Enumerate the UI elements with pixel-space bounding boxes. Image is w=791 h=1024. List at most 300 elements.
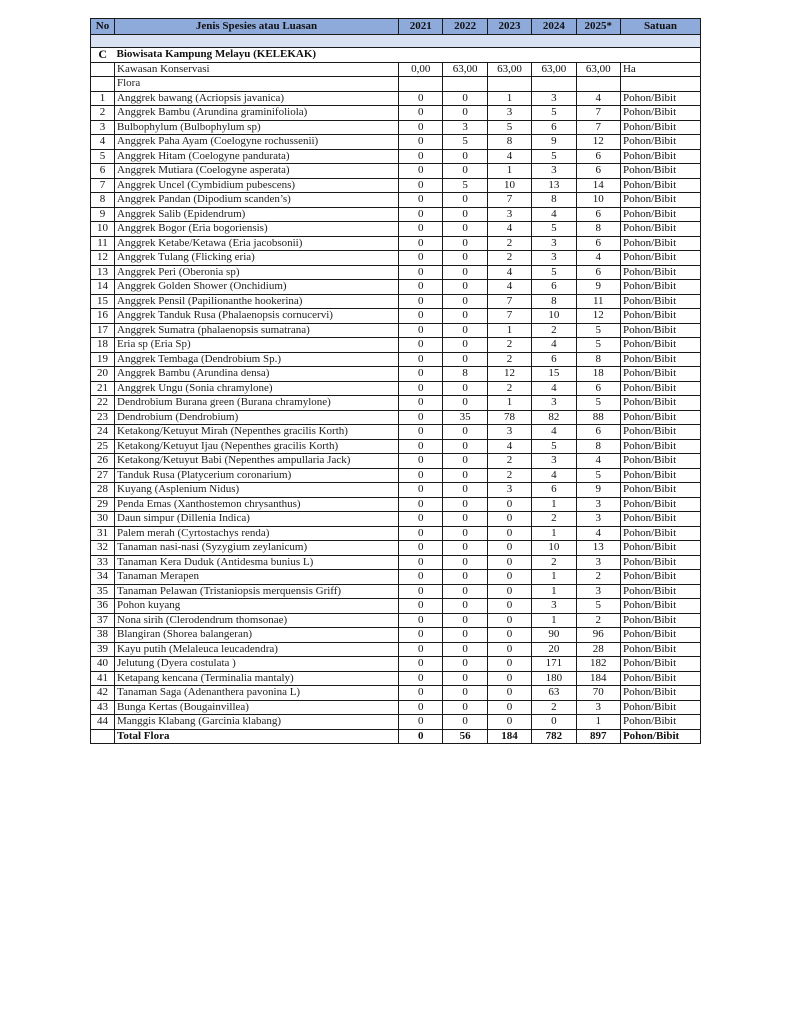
value-2022: 8 [443, 367, 487, 382]
row-unit: Pohon/Bibit [620, 236, 700, 251]
row-unit: Pohon/Bibit [620, 193, 700, 208]
value-2024: 3 [532, 91, 576, 106]
value-2024: 5 [532, 222, 576, 237]
species-name: Bunga Kertas (Bougainvillea) [115, 700, 399, 715]
header-year-2023: 2023 [487, 19, 531, 35]
row-unit: Pohon/Bibit [620, 570, 700, 585]
species-name: Kayu putih (Melaleuca leucadendra) [115, 642, 399, 657]
value-2025: 5 [576, 396, 620, 411]
value-2024: 1 [532, 497, 576, 512]
value-2024: 5 [532, 265, 576, 280]
value-2021: 0 [399, 294, 443, 309]
value-2024: 6 [532, 483, 576, 498]
value-2022: 0 [443, 164, 487, 179]
value-2021: 0 [399, 483, 443, 498]
header-species: Jenis Spesies atau Luasan [115, 19, 399, 35]
value-2024: 3 [532, 236, 576, 251]
section-title: Biowisata Kampung Melayu (KELEKAK) [115, 48, 701, 63]
row-no: 34 [91, 570, 115, 585]
table-row [91, 555, 701, 570]
value-2023: 0 [487, 700, 531, 715]
species-name: Tanaman Merapen [115, 570, 399, 585]
row-no: 15 [91, 294, 115, 309]
row-no: 19 [91, 352, 115, 367]
value-2025: 2 [576, 570, 620, 585]
table-row [91, 541, 701, 556]
value-2021: 0 [399, 367, 443, 382]
species-name: Dendrobium Burana green (Burana chramylone) [115, 396, 399, 411]
table-row [91, 468, 701, 483]
row-unit: Pohon/Bibit [620, 599, 700, 614]
value-2024: 3 [532, 164, 576, 179]
value-2024: 4 [532, 338, 576, 353]
row-unit: Pohon/Bibit [620, 657, 700, 672]
species-name: Manggis Klabang (Garcinia klabang) [115, 715, 399, 730]
table-row [91, 323, 701, 338]
species-name: Palem merah (Cyrtostachys renda) [115, 526, 399, 541]
row-unit: Pohon/Bibit [620, 584, 700, 599]
table-row [91, 483, 701, 498]
species-name: Tanaman Pelawan (Tristaniopsis merquensis Griff) [115, 584, 399, 599]
value-2021: 0 [399, 164, 443, 179]
value-2022: 0 [443, 280, 487, 295]
value-2025: 4 [576, 251, 620, 266]
value-2023: 0 [487, 541, 531, 556]
value-2022: 0 [443, 352, 487, 367]
table-row [91, 164, 701, 179]
row-unit: Pohon/Bibit [620, 294, 700, 309]
row-no: 29 [91, 497, 115, 512]
row-unit: Pohon/Bibit [620, 396, 700, 411]
value-2024: 20 [532, 642, 576, 657]
value-2021: 0 [399, 280, 443, 295]
value-2025: 6 [576, 207, 620, 222]
value-2024: 1 [532, 526, 576, 541]
value-2024: 2 [532, 512, 576, 527]
species-name: Anggrek Peri (Oberonia sp) [115, 265, 399, 280]
row-unit: Pohon/Bibit [620, 164, 700, 179]
table-row [91, 207, 701, 222]
total-value-2023: 184 [487, 729, 531, 744]
value-2023: 3 [487, 207, 531, 222]
value-2024: 15 [532, 367, 576, 382]
value-2022: 0 [443, 91, 487, 106]
value-2025: 182 [576, 657, 620, 672]
value-2025: 13 [576, 541, 620, 556]
row-no: 31 [91, 526, 115, 541]
row-no: 3 [91, 120, 115, 135]
table-row [91, 222, 701, 237]
value-2021: 0 [399, 439, 443, 454]
value-2023: 0 [487, 613, 531, 628]
row-unit: Pohon/Bibit [620, 642, 700, 657]
value-2021: 0 [399, 352, 443, 367]
table-row [91, 149, 701, 164]
species-name: Anggrek Ketabe/Ketawa (Eria jacobsonii) [115, 236, 399, 251]
row-unit: Pohon/Bibit [620, 686, 700, 701]
value-2025: 9 [576, 483, 620, 498]
value-2023: 0 [487, 526, 531, 541]
species-name: Anggrek Hitam (Coelogyne pandurata) [115, 149, 399, 164]
row-unit: Pohon/Bibit [620, 309, 700, 324]
row-no [91, 62, 115, 77]
row-unit: Pohon/Bibit [620, 367, 700, 382]
row-no: 42 [91, 686, 115, 701]
value-2022: 0 [443, 106, 487, 121]
value-2022: 0 [443, 584, 487, 599]
value-2023: 7 [487, 294, 531, 309]
species-name: Ketakong/Ketuyut Ijau (Nepenthes gracilis Korth) [115, 439, 399, 454]
value-2024: 6 [532, 352, 576, 367]
value-2021: 0 [399, 323, 443, 338]
area-name: Kawasan Konservasi [115, 62, 399, 77]
value-2021: 0 [399, 512, 443, 527]
total-row [91, 729, 701, 744]
table-row [91, 671, 701, 686]
row-no: 44 [91, 715, 115, 730]
value-2023: 0 [487, 642, 531, 657]
table-row [91, 410, 701, 425]
table-row [91, 584, 701, 599]
value-2023: 2 [487, 338, 531, 353]
value-2021: 0 [399, 454, 443, 469]
value-2021: 0 [399, 149, 443, 164]
row-no: 28 [91, 483, 115, 498]
row-no: 39 [91, 642, 115, 657]
value-2022: 0 [443, 483, 487, 498]
total-value-2022: 56 [443, 729, 487, 744]
value-2021: 0 [399, 222, 443, 237]
value-2021: 0 [399, 120, 443, 135]
total-value-2025: 897 [576, 729, 620, 744]
row-no: 41 [91, 671, 115, 686]
value-2024: 5 [532, 149, 576, 164]
value-2022: 0 [443, 265, 487, 280]
value-2023: 0 [487, 599, 531, 614]
total-value-2024: 782 [532, 729, 576, 744]
value-2023: 4 [487, 149, 531, 164]
value-2024: 63 [532, 686, 576, 701]
row-unit: Pohon/Bibit [620, 120, 700, 135]
value-2022: 0 [443, 425, 487, 440]
species-name: Nona sirih (Clerodendrum thomsonae) [115, 613, 399, 628]
value-2025: 4 [576, 91, 620, 106]
species-name: Tanaman nasi-nasi (Syzygium zeylanicum) [115, 541, 399, 556]
species-name: Anggrek Bogor (Eria bogoriensis) [115, 222, 399, 237]
value-2024: 6 [532, 280, 576, 295]
flora-heading: Flora [115, 77, 399, 92]
value-2023: 4 [487, 222, 531, 237]
row-no: 40 [91, 657, 115, 672]
value-2025: 2 [576, 613, 620, 628]
table-row [91, 396, 701, 411]
value-2023: 4 [487, 439, 531, 454]
value-2025: 5 [576, 323, 620, 338]
value-2024: 8 [532, 294, 576, 309]
row-unit: Pohon/Bibit [620, 439, 700, 454]
row-unit: Pohon/Bibit [620, 222, 700, 237]
value-2021: 0 [399, 410, 443, 425]
row-unit: Pohon/Bibit [620, 468, 700, 483]
value-2023: 0 [487, 570, 531, 585]
value-2023: 3 [487, 106, 531, 121]
value-2025: 11 [576, 294, 620, 309]
value-2025: 3 [576, 555, 620, 570]
row-no: 26 [91, 454, 115, 469]
value-2022: 35 [443, 410, 487, 425]
total-unit: Pohon/Bibit [620, 729, 700, 744]
header-unit: Satuan [620, 19, 700, 35]
species-name: Anggrek Pensil (Papilionanthe hookerina) [115, 294, 399, 309]
species-name: Ketakong/Ketuyut Mirah (Nepenthes gracilis Korth) [115, 425, 399, 440]
value-2021: 0 [399, 715, 443, 730]
value-2025: 6 [576, 381, 620, 396]
value-2023: 2 [487, 236, 531, 251]
value-2021: 0 [399, 526, 443, 541]
value-2022: 0 [443, 686, 487, 701]
value-2025: 5 [576, 599, 620, 614]
empty-cell [620, 77, 700, 92]
value-2025: 8 [576, 439, 620, 454]
value-2021: 0 [399, 686, 443, 701]
row-no: 16 [91, 309, 115, 324]
value-2025: 5 [576, 468, 620, 483]
value-2023: 78 [487, 410, 531, 425]
value-2022: 0 [443, 381, 487, 396]
row-unit: Pohon/Bibit [620, 251, 700, 266]
value-2022: 0 [443, 628, 487, 643]
table-row [91, 439, 701, 454]
species-name: Tanduk Rusa (Platycerium coronarium) [115, 468, 399, 483]
table-row [91, 280, 701, 295]
table-row [91, 178, 701, 193]
value-2022: 0 [443, 294, 487, 309]
value-2023: 2 [487, 352, 531, 367]
row-no: 27 [91, 468, 115, 483]
value-2024: 4 [532, 207, 576, 222]
value-2022: 0 [443, 555, 487, 570]
value-2025: 14 [576, 178, 620, 193]
total-no [91, 729, 115, 744]
row-no: 4 [91, 135, 115, 150]
value-2022: 0 [443, 454, 487, 469]
row-no: 18 [91, 338, 115, 353]
value-2021: 0 [399, 193, 443, 208]
value-2024: 4 [532, 468, 576, 483]
value-2024: 3 [532, 454, 576, 469]
value-2023: 0 [487, 512, 531, 527]
value-2022: 0 [443, 309, 487, 324]
value-2025: 3 [576, 584, 620, 599]
row-no: 35 [91, 584, 115, 599]
value-2021: 0 [399, 628, 443, 643]
value-2024: 13 [532, 178, 576, 193]
value-2022: 0 [443, 642, 487, 657]
row-unit: Pohon/Bibit [620, 265, 700, 280]
value-2023: 12 [487, 367, 531, 382]
header-no: No [91, 19, 115, 35]
row-unit: Pohon/Bibit [620, 512, 700, 527]
value-2023: 1 [487, 396, 531, 411]
table-row [91, 686, 701, 701]
species-name: Daun simpur (Dillenia Indica) [115, 512, 399, 527]
value-2025: 7 [576, 106, 620, 121]
area-unit: Ha [620, 62, 700, 77]
row-unit: Pohon/Bibit [620, 526, 700, 541]
area-value-2022: 63,00 [443, 62, 487, 77]
value-2021: 0 [399, 396, 443, 411]
value-2024: 3 [532, 599, 576, 614]
row-unit: Pohon/Bibit [620, 671, 700, 686]
value-2025: 6 [576, 236, 620, 251]
value-2022: 0 [443, 497, 487, 512]
species-name: Anggrek Mutiara (Coelogyne asperata) [115, 164, 399, 179]
species-name: Anggrek Ungu (Sonia chramylone) [115, 381, 399, 396]
value-2024: 171 [532, 657, 576, 672]
value-2023: 2 [487, 468, 531, 483]
table-row [91, 570, 701, 585]
area-value-2021: 0,00 [399, 62, 443, 77]
area-row [91, 62, 701, 77]
value-2022: 0 [443, 323, 487, 338]
row-unit: Pohon/Bibit [620, 323, 700, 338]
row-no: 32 [91, 541, 115, 556]
value-2021: 0 [399, 178, 443, 193]
row-no: 38 [91, 628, 115, 643]
section-row [91, 48, 701, 63]
value-2023: 7 [487, 193, 531, 208]
species-name: Dendrobium (Dendrobium) [115, 410, 399, 425]
row-unit: Pohon/Bibit [620, 207, 700, 222]
value-2021: 0 [399, 555, 443, 570]
value-2024: 6 [532, 120, 576, 135]
value-2021: 0 [399, 309, 443, 324]
species-name: Anggrek Salib (Epidendrum) [115, 207, 399, 222]
value-2022: 5 [443, 178, 487, 193]
value-2024: 4 [532, 381, 576, 396]
value-2021: 0 [399, 251, 443, 266]
table-row [91, 236, 701, 251]
value-2024: 1 [532, 613, 576, 628]
species-name: Anggrek Tanduk Rusa (Phalaenopsis cornucervi) [115, 309, 399, 324]
row-unit: Pohon/Bibit [620, 352, 700, 367]
value-2022: 0 [443, 526, 487, 541]
row-unit: Pohon/Bibit [620, 106, 700, 121]
value-2024: 1 [532, 570, 576, 585]
value-2024: 4 [532, 425, 576, 440]
value-2023: 0 [487, 628, 531, 643]
value-2024: 2 [532, 555, 576, 570]
species-name: Anggrek Golden Shower (Onchidium) [115, 280, 399, 295]
table-row [91, 106, 701, 121]
empty-cell [443, 77, 487, 92]
row-no: 2 [91, 106, 115, 121]
value-2022: 0 [443, 251, 487, 266]
row-no: 14 [91, 280, 115, 295]
value-2025: 70 [576, 686, 620, 701]
row-unit: Pohon/Bibit [620, 91, 700, 106]
value-2022: 3 [443, 120, 487, 135]
value-2022: 0 [443, 468, 487, 483]
value-2022: 0 [443, 541, 487, 556]
value-2025: 6 [576, 164, 620, 179]
table-row [91, 628, 701, 643]
row-unit: Pohon/Bibit [620, 381, 700, 396]
value-2023: 3 [487, 483, 531, 498]
value-2024: 0 [532, 715, 576, 730]
value-2023: 0 [487, 715, 531, 730]
value-2024: 9 [532, 135, 576, 150]
species-name: Anggrek Pandan (Dipodium scanden’s) [115, 193, 399, 208]
flora-heading-row [91, 77, 701, 92]
species-name: Anggrek Paha Ayam (Coelogyne rochussenii) [115, 135, 399, 150]
table-row [91, 599, 701, 614]
value-2023: 1 [487, 323, 531, 338]
row-unit: Pohon/Bibit [620, 715, 700, 730]
table-row [91, 120, 701, 135]
table-row [91, 309, 701, 324]
row-no: 8 [91, 193, 115, 208]
table-row [91, 352, 701, 367]
row-unit: Pohon/Bibit [620, 425, 700, 440]
value-2023: 10 [487, 178, 531, 193]
row-no: 37 [91, 613, 115, 628]
value-2024: 3 [532, 396, 576, 411]
value-2022: 0 [443, 439, 487, 454]
row-no [91, 77, 115, 92]
value-2021: 0 [399, 570, 443, 585]
table-row [91, 526, 701, 541]
header-row [91, 19, 701, 35]
value-2022: 0 [443, 236, 487, 251]
species-name: Jelutung (Dyera costulata ) [115, 657, 399, 672]
value-2025: 12 [576, 309, 620, 324]
row-no: 9 [91, 207, 115, 222]
table-row [91, 294, 701, 309]
header-year-2024: 2024 [532, 19, 576, 35]
value-2023: 2 [487, 251, 531, 266]
row-unit: Pohon/Bibit [620, 541, 700, 556]
row-no: 22 [91, 396, 115, 411]
value-2021: 0 [399, 613, 443, 628]
value-2023: 5 [487, 120, 531, 135]
row-no: 7 [91, 178, 115, 193]
table-row [91, 381, 701, 396]
table-row [91, 135, 701, 150]
value-2021: 0 [399, 657, 443, 672]
table-row [91, 338, 701, 353]
value-2022: 0 [443, 700, 487, 715]
value-2023: 0 [487, 657, 531, 672]
row-unit: Pohon/Bibit [620, 338, 700, 353]
value-2024: 2 [532, 700, 576, 715]
empty-cell [487, 77, 531, 92]
value-2022: 0 [443, 599, 487, 614]
value-2023: 4 [487, 265, 531, 280]
row-no: 17 [91, 323, 115, 338]
value-2021: 0 [399, 497, 443, 512]
value-2025: 4 [576, 454, 620, 469]
row-no: 23 [91, 410, 115, 425]
table-row [91, 193, 701, 208]
row-unit: Pohon/Bibit [620, 454, 700, 469]
header-year-2021: 2021 [399, 19, 443, 35]
value-2021: 0 [399, 236, 443, 251]
species-name: Tanaman Saga (Adenanthera pavonina L) [115, 686, 399, 701]
row-no: 12 [91, 251, 115, 266]
area-value-2024: 63,00 [532, 62, 576, 77]
row-no: 10 [91, 222, 115, 237]
